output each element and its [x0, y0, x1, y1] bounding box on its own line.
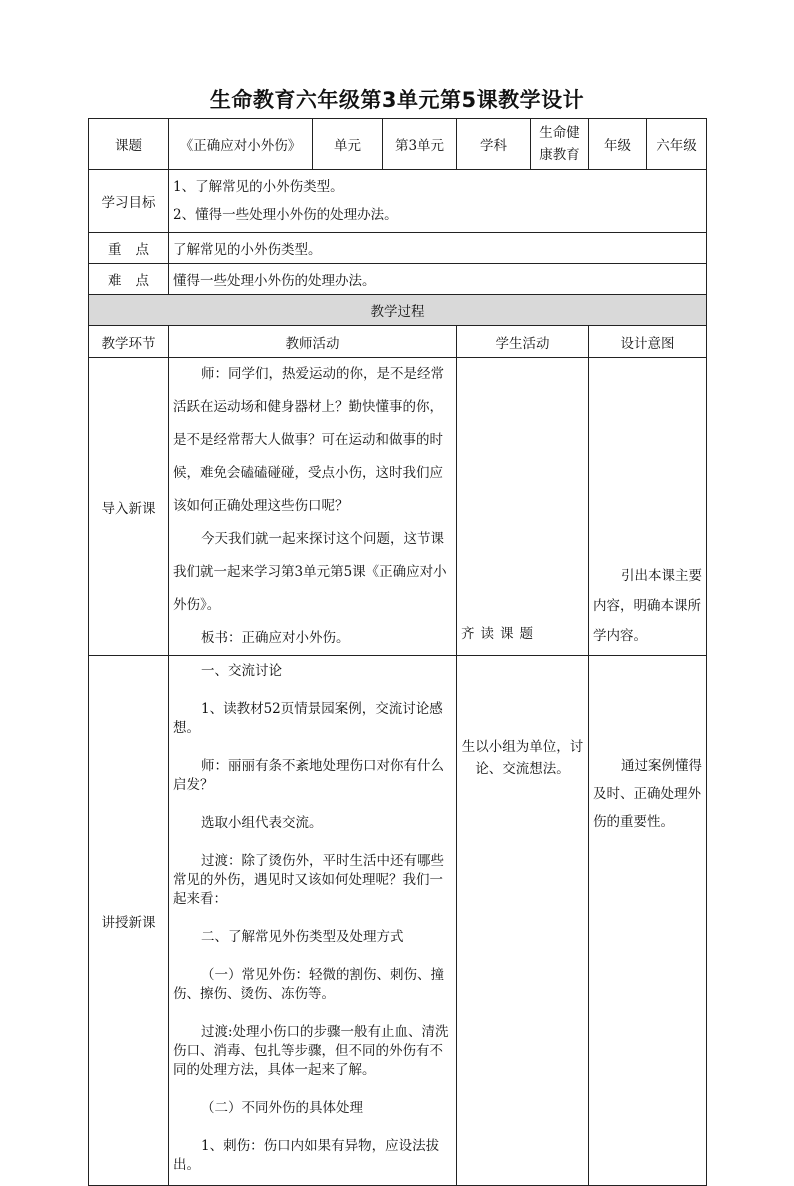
document-title: 生命教育六年级第3单元第5课教学设计 — [209, 88, 585, 112]
new-lesson-row — [89, 656, 707, 1186]
new-lesson-stage: 讲授新课 — [89, 656, 169, 1186]
intro-teacher-para: 板书：正确应对小外伤。 — [201, 630, 350, 646]
unit-value: 第3单元 — [383, 119, 457, 170]
grade-label: 年级 — [589, 119, 647, 170]
subject-label: 学科 — [457, 119, 531, 170]
key-point-text: 了解常见的小外伤类型。 — [169, 233, 707, 264]
new-lesson-para: 1、读教材52页情景园案例，交流讨论感想。 — [173, 701, 443, 736]
intro-teacher — [169, 358, 457, 656]
new-lesson-para: 二、了解常见外伤类型及处理方式 — [201, 929, 404, 945]
goals-label: 学习目标 — [89, 170, 169, 233]
new-lesson-para: 过渡:处理小伤口的步骤一般有止血、清洗伤口、消毒、包扎等步骤，但不同的外伤有不同的处理方法，具体一起来了解。 — [173, 1024, 449, 1078]
column-teacher: 教师活动 — [169, 326, 457, 358]
key-point-label: 重点 — [108, 242, 163, 258]
new-lesson-para: 1、刺伤：伤口内如果有异物，应设法拔出。 — [173, 1138, 440, 1173]
new-lesson-student: 生以小组为单位，讨论、交流想法。 — [461, 739, 584, 777]
new-lesson-para: 一、交流讨论 — [201, 663, 282, 679]
column-student: 学生活动 — [457, 326, 589, 358]
key-point-row — [89, 233, 707, 264]
process-title-row — [89, 295, 707, 326]
goal-item: 1、了解常见的小外伤类型。 — [173, 179, 344, 195]
difficulty-text: 懂得一些处理小外伤的处理办法。 — [169, 264, 707, 295]
new-lesson-para: 选取小组代表交流。 — [201, 815, 323, 831]
intro-design: 引出本课主要内容，明确本课所学内容。 — [593, 568, 702, 644]
difficulty-label: 难点 — [108, 273, 163, 289]
process-title: 教学过程 — [89, 295, 707, 326]
new-lesson-para: 师：丽丽有条不紊地处理伤口对你有什么启发？ — [173, 758, 444, 793]
goal-item: 2、懂得一些处理小外伤的处理办法。 — [173, 207, 398, 223]
new-lesson-para: 过渡：除了烫伤外，平时生活中还有哪些常见的外伤，遇见时又该如何处理呢？我们一起来看： — [173, 853, 444, 907]
subject-value: 生命健康教育 — [531, 119, 589, 170]
intro-student: 齐读课题 — [461, 626, 539, 642]
process-columns-row — [89, 326, 707, 358]
difficulty-row — [89, 264, 707, 295]
intro-teacher-para: 师：同学们，热爱运动的你，是不是经常活跃在运动场和健身器材上？勤快懂事的你，是不是经常帮大人做事？可在运动和做事的时候，难免会磕磕碰碰，受点小伤，这时我们应该如何正确处理这些伤口呢？ — [173, 366, 444, 514]
intro-row — [89, 358, 707, 656]
lesson-value: 《正确应对小外伤》 — [169, 119, 313, 170]
goals-content — [169, 170, 707, 233]
goals-row — [89, 170, 707, 233]
lesson-label: 课题 — [89, 119, 169, 170]
intro-teacher-para: 今天我们就一起来探讨这个问题，这节课我们就一起来学习第3单元第5课《正确应对小外伤》。 — [173, 531, 447, 613]
grade-value: 六年级 — [647, 119, 707, 170]
column-design: 设计意图 — [589, 326, 707, 358]
intro-stage: 导入新课 — [89, 358, 169, 656]
unit-label: 单元 — [313, 119, 383, 170]
new-lesson-design: 通过案例懂得及时、正确处理外伤的重要性。 — [593, 758, 702, 830]
lesson-plan-table — [88, 118, 707, 1186]
new-lesson-para: （二）不同外伤的具体处理 — [201, 1100, 363, 1116]
new-lesson-para: （一）常见外伤：轻微的割伤、刺伤、撞伤、擦伤、烫伤、冻伤等。 — [173, 967, 444, 1002]
new-lesson-teacher — [169, 656, 457, 1186]
column-stage: 教学环节 — [89, 326, 169, 358]
header-row — [89, 119, 707, 170]
